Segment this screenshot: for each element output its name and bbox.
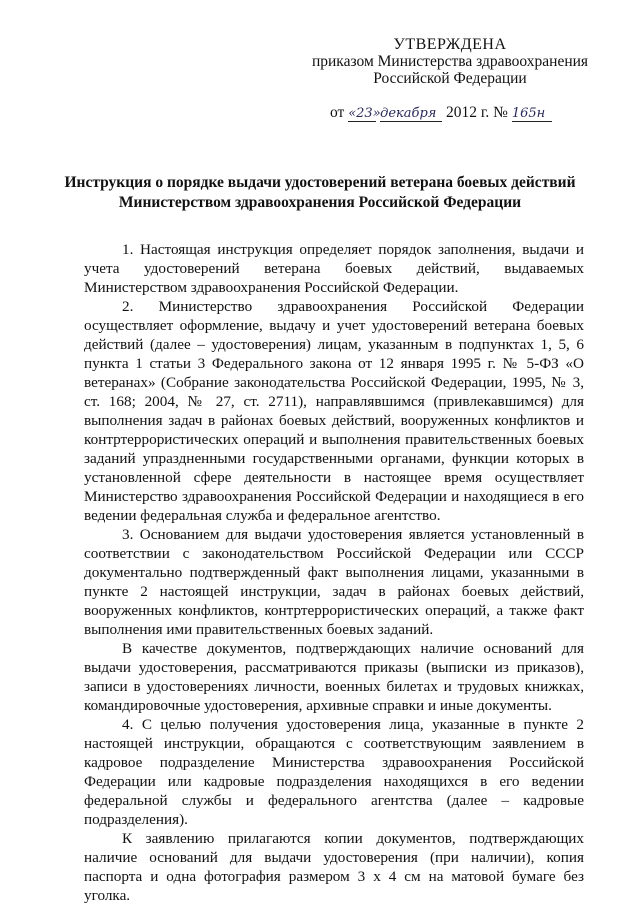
approval-block [300, 36, 600, 87]
paragraph-1: 1. Настоящая инструкция определяет порядок заполнения, выдачи и учета удостоверений ветерана боевых действий, выдаваемых Министерством здравоохранения Российской Федерации. [84, 241, 584, 296]
paragraph-2: 2. Министерство здравоохранения Российской Федерации осуществляет оформление, выдачу и учет удостоверений ветерана боевых действий (далее – удостоверения) лицам, указанным в подпунктах 1, 5, 6 пункта 1 статьи 3 Федерального закона от 12 января 1995 г. № 5-ФЗ «О ветеранах» (Собрание законодательства Российской Федерации, 1995, № 3, ст. 168; 2004, № 27, ст. 2711), направлявшимся (привлекавшимся) для выполнения задач в районах боевых действий, вооруженных конфликтов и контртеррористических операций и выполнения правительственных боевых заданий упраздненными государственными органами, функции которых в установленной сфере деятельности в настоящее время осуществляет Министерство здравоохранения Российской Федерации и находящиеся в его ведении федеральная служба и федеральное агентство. [84, 298, 584, 524]
title-line-2: Министерством здравоохранения Российской Федерации [118, 194, 522, 211]
approval-order-line: приказом Министерства здравоохранения [311, 53, 589, 70]
document-body [84, 240, 584, 905]
title-line-1: Инструкция о порядке выдачи удостоверений ветерана боевых действий [64, 174, 576, 191]
document-title [40, 173, 600, 213]
paragraph-4-attachments: К заявлению прилагаются копии документов, подтверждающих наличие оснований для выдачи удостоверения (при наличии), копия паспорта и одна фотография размером 3 х 4 см на матовой бумаге без уголка. [84, 830, 584, 904]
paragraph-3-documents: В качестве документов, подтверждающих наличие оснований для выдачи удостоверения, рассматриваются приказы (выписки из приказов), записи в удостоверениях личности, военных билетах и трудовых книжках, командировочные удостоверения, архивные справки и иные документы. [84, 640, 584, 714]
order-date-line [330, 104, 630, 122]
paragraph-3: 3. Основанием для выдачи удостоверения является установленный в соответствии с законодательством Российской Федерации или СССР документально подтвержденный факт выполнения лицами, указанными в пункте 2 настоящей инструкции, задач в районах боевых действий, вооруженных конфликтов, контртеррористических операций, а также факт выполнения ими правительственных боевых заданий. [84, 526, 584, 638]
from-prefix: от [330, 104, 345, 121]
handwritten-day: «23» [348, 106, 381, 121]
handwritten-month: декабря [380, 106, 442, 122]
paragraph-4: 4. С целью получения удостоверения лица, указанные в пункте 2 настоящей инструкции, обращаются с соответствующим заявлением в кадровое подразделение Министерства здравоохранения Российской Федерации или кадровые подразделения находящихся в его ведении федеральной службы и федерального агентства (далее – кадровые подразделения). [84, 716, 584, 828]
handwritten-order-number: 165н [512, 106, 552, 122]
approval-heading: УТВЕРЖДЕНА [393, 36, 507, 53]
approval-country-line: Российской Федерации [373, 70, 527, 87]
year-and-number-label: 2012 г. № [445, 104, 508, 121]
